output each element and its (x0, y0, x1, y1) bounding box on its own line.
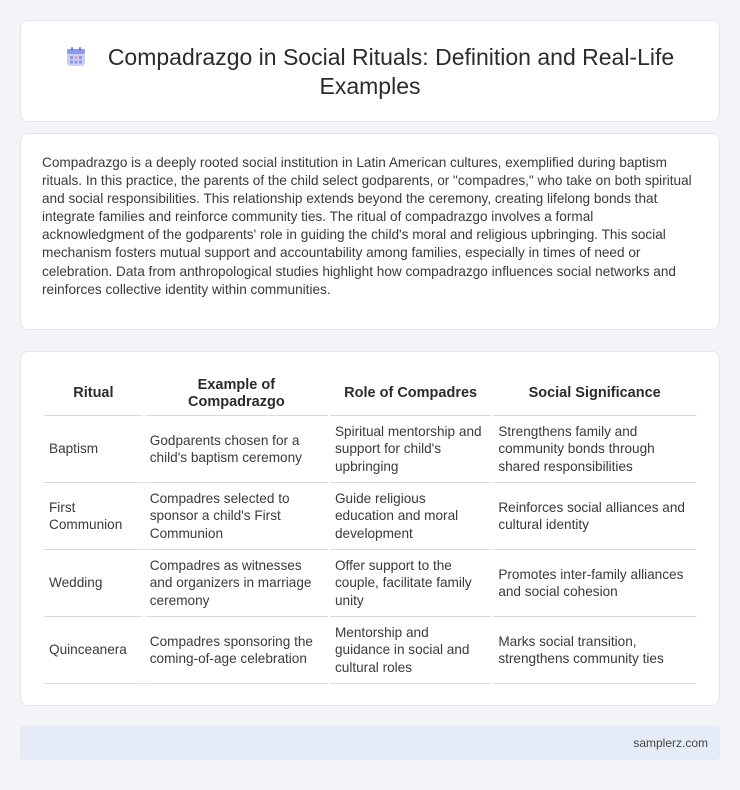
table-row (44, 617, 696, 684)
cell-ritual: First Communion (44, 483, 143, 550)
cell-ritual: Quinceanera (44, 617, 143, 684)
cell-example: Godparents chosen for a child's baptism ceremony (145, 416, 328, 483)
header-example: Example of Compadrazgo (145, 372, 328, 416)
table-row (44, 483, 696, 550)
footer (20, 726, 720, 760)
compadrazgo-table (42, 372, 698, 684)
cell-ritual: Wedding (44, 550, 143, 617)
intro-paragraph: Compadrazgo is a deeply rooted social institution in Latin American cultures, exemplified during baptism rituals. In this practice, the parents of the child select godparents, or "compadres," who take on both spiritual and social responsibilities. This relationship extends beyond the ceremony, creating lifelong bonds that integrate families and reinforce community ties. The ritual of compadrazgo involves a formal acknowledgment of the godparents' role in guiding the child's moral and religious upbringing. This social mechanism fosters mutual support and accountability among families, especially in times of need or celebration. Data from anthropological studies highlight how compadrazgo influences social networks and reinforces collective identity within communities. (42, 155, 692, 297)
cell-role: Guide religious education and moral development (330, 483, 491, 550)
table-card (20, 351, 720, 706)
table-header-row (44, 372, 696, 416)
header-significance: Social Significance (493, 372, 696, 416)
table-row (44, 416, 696, 483)
cell-significance: Strengthens family and community bonds through shared responsibilities (493, 416, 696, 483)
intro-card (20, 133, 720, 330)
cell-example: Compadres as witnesses and organizers in marriage ceremony (145, 550, 328, 617)
cell-example: Compadres sponsoring the coming-of-age celebration (145, 617, 328, 684)
header-ritual: Ritual (44, 372, 143, 416)
cell-role: Offer support to the couple, facilitate family unity (330, 550, 491, 617)
cell-significance: Marks social transition, strengthens community ties (493, 617, 696, 684)
page-title-text: Compadrazgo in Social Rituals: Definition and Real-Life Examples (107, 44, 675, 99)
cell-role: Mentorship and guidance in social and cultural roles (330, 617, 491, 684)
cell-significance: Promotes inter-family alliances and social cohesion (493, 550, 696, 617)
footer-source-link[interactable]: samplerz.com (633, 736, 708, 750)
page-title (61, 43, 679, 101)
table-row (44, 550, 696, 617)
cell-example: Compadres selected to sponsor a child's First Communion (145, 483, 328, 550)
calendar-icon (66, 45, 86, 65)
cell-significance: Reinforces social alliances and cultural identity (493, 483, 696, 550)
header-role: Role of Compadres (330, 372, 491, 416)
cell-role: Spiritual mentorship and support for child's upbringing (330, 416, 491, 483)
cell-ritual: Baptism (44, 416, 143, 483)
title-card (20, 20, 720, 122)
